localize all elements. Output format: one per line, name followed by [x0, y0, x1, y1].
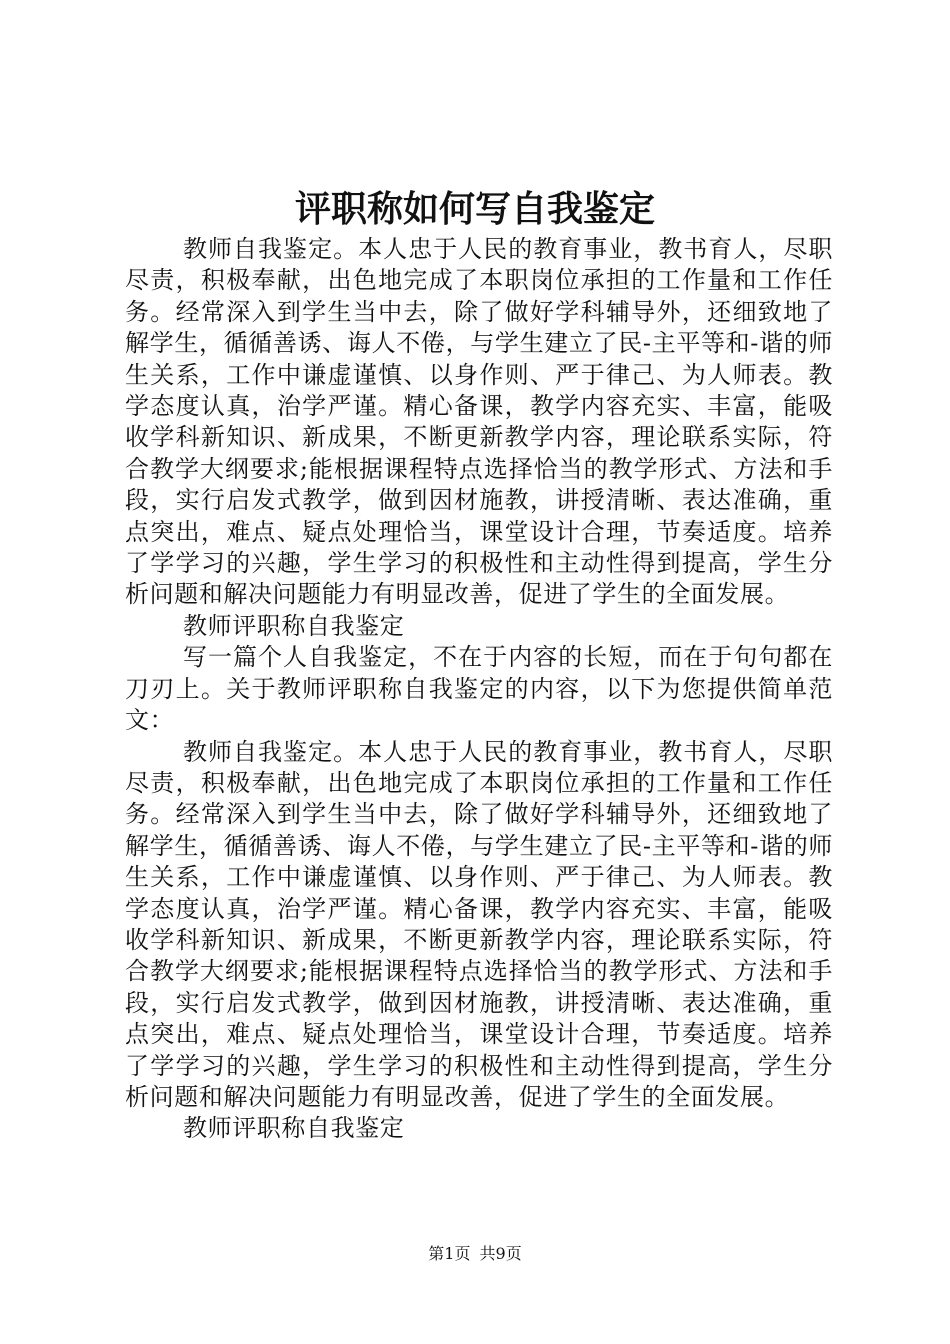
- page-total: 共9页: [479, 1244, 522, 1263]
- document-title: 评职称如何写自我鉴定: [294, 188, 655, 230]
- paragraph-intro: 写一篇个人自我鉴定，不在于内容的长短，而在于句句都在刀刃上。关于教师评职称自我鉴定的内容，以下为您提供简单范文：: [125, 643, 833, 735]
- paragraph-subheading-1: 教师评职称自我鉴定: [183, 611, 405, 640]
- paragraph-self-assessment-1: 教师自我鉴定。本人忠于人民的教育事业，教书育人，尽职尽责，积极奉献，出色地完成了本职岗位承担的工作量和工作任务。经常深入到学生当中去，除了做好学科辅导外，还细致地了解学生，循循善诱、诲人不倦，与学生建立了民-主平等和-谐的师生关系，工作中谦虚谨慎、以身作则、严于律己、为人师表。教学态度认真，治学严谨。精心备课，教学内容充实、丰富，能吸收学科新知识、新成果，不断更新教学内容，理论联系实际，符合教学大纲要求;能根据课程特点选择恰当的教学形式、方法和手段，实行启发式教学，做到因材施教，讲授清晰、表达准确，重点突出，难点、疑点处理恰当，课堂设计合理，节奏适度。培养了学学习的兴趣，学生学习的积极性和主动性得到提高，学生分析问题和解决问题能力有明显改善，促进了学生的全面发展。: [125, 235, 833, 609]
- page-footer: [0, 1244, 950, 1264]
- paragraph-self-assessment-2: 教师自我鉴定。本人忠于人民的教育事业，教书育人，尽职尽责，积极奉献，出色地完成了本职岗位承担的工作量和工作任务。经常深入到学生当中去，除了做好学科辅导外，还细致地了解学生，循循善诱、诲人不倦，与学生建立了民-主平等和-谐的师生关系，工作中谦虚谨慎、以身作则、严于律己、为人师表。教学态度认真，治学严谨。精心备课，教学内容充实、丰富，能吸收学科新知识、新成果，不断更新教学内容，理论联系实际，符合教学大纲要求;能根据课程特点选择恰当的教学形式、方法和手段，实行启发式教学，做到因材施教，讲授清晰、表达准确，重点突出，难点、疑点处理恰当，课堂设计合理，节奏适度。培养了学学习的兴趣，学生学习的积极性和主动性得到提高，学生分析问题和解决问题能力有明显改善，促进了学生的全面发展。: [125, 737, 833, 1111]
- document-body: [125, 234, 833, 1145]
- paragraph-subheading-2: 教师评职称自我鉴定: [183, 1114, 405, 1143]
- page-number: 第1页: [428, 1244, 471, 1263]
